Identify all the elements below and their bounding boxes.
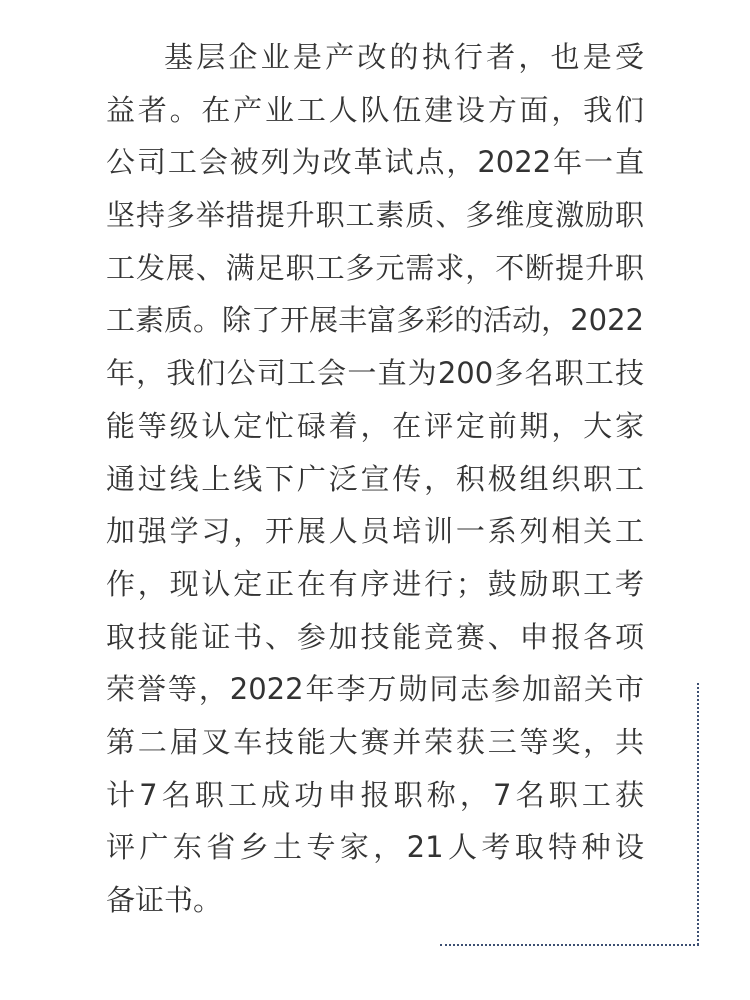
text-line: 工发展、满足职工多元需求，不断提升职 [106,250,644,285]
text-line: 通过线上线下广泛宣传，积极组织职工 [106,461,644,496]
text-line: 评广东省乡土专家，21人考取特种设 [106,830,644,865]
text-line: 计7名职工成功申报职称，7名职工获 [106,777,644,812]
dotted-border-right [697,683,699,945]
text-line: 益者。在产业工人队伍建设方面，我们 [106,92,644,127]
text-line: 加强学习，开展人员培训一系列相关工 [106,514,644,549]
text-line: 备证书。 [106,883,223,917]
dotted-border-bottom [440,944,699,946]
text-line: 年，我们公司工会一直为200多名职工技 [106,356,644,391]
text-line: 能等级认定忙碌着，在评定前期，大家 [106,408,644,443]
text-line: 作，现认定正在有序进行；鼓励职工考 [106,566,644,601]
text-line: 第二届叉车技能大赛并荣获三等奖，共 [106,724,644,759]
text-line: 取技能证书、参加技能竞赛、申报各项 [106,619,644,654]
article-paragraph [106,31,644,927]
text-line: 坚持多举措提升职工素质、多维度激励职 [106,198,644,233]
text-line: 公司工会被列为改革试点，2022年一直 [106,145,644,180]
text-line: 工素质。除了开展丰富多彩的活动，2022 [106,303,644,338]
text-line: 荣誉等，2022年李万勋同志参加韶关市 [106,672,644,707]
text-line: 基层企业是产改的执行者，也是受 [164,40,644,74]
